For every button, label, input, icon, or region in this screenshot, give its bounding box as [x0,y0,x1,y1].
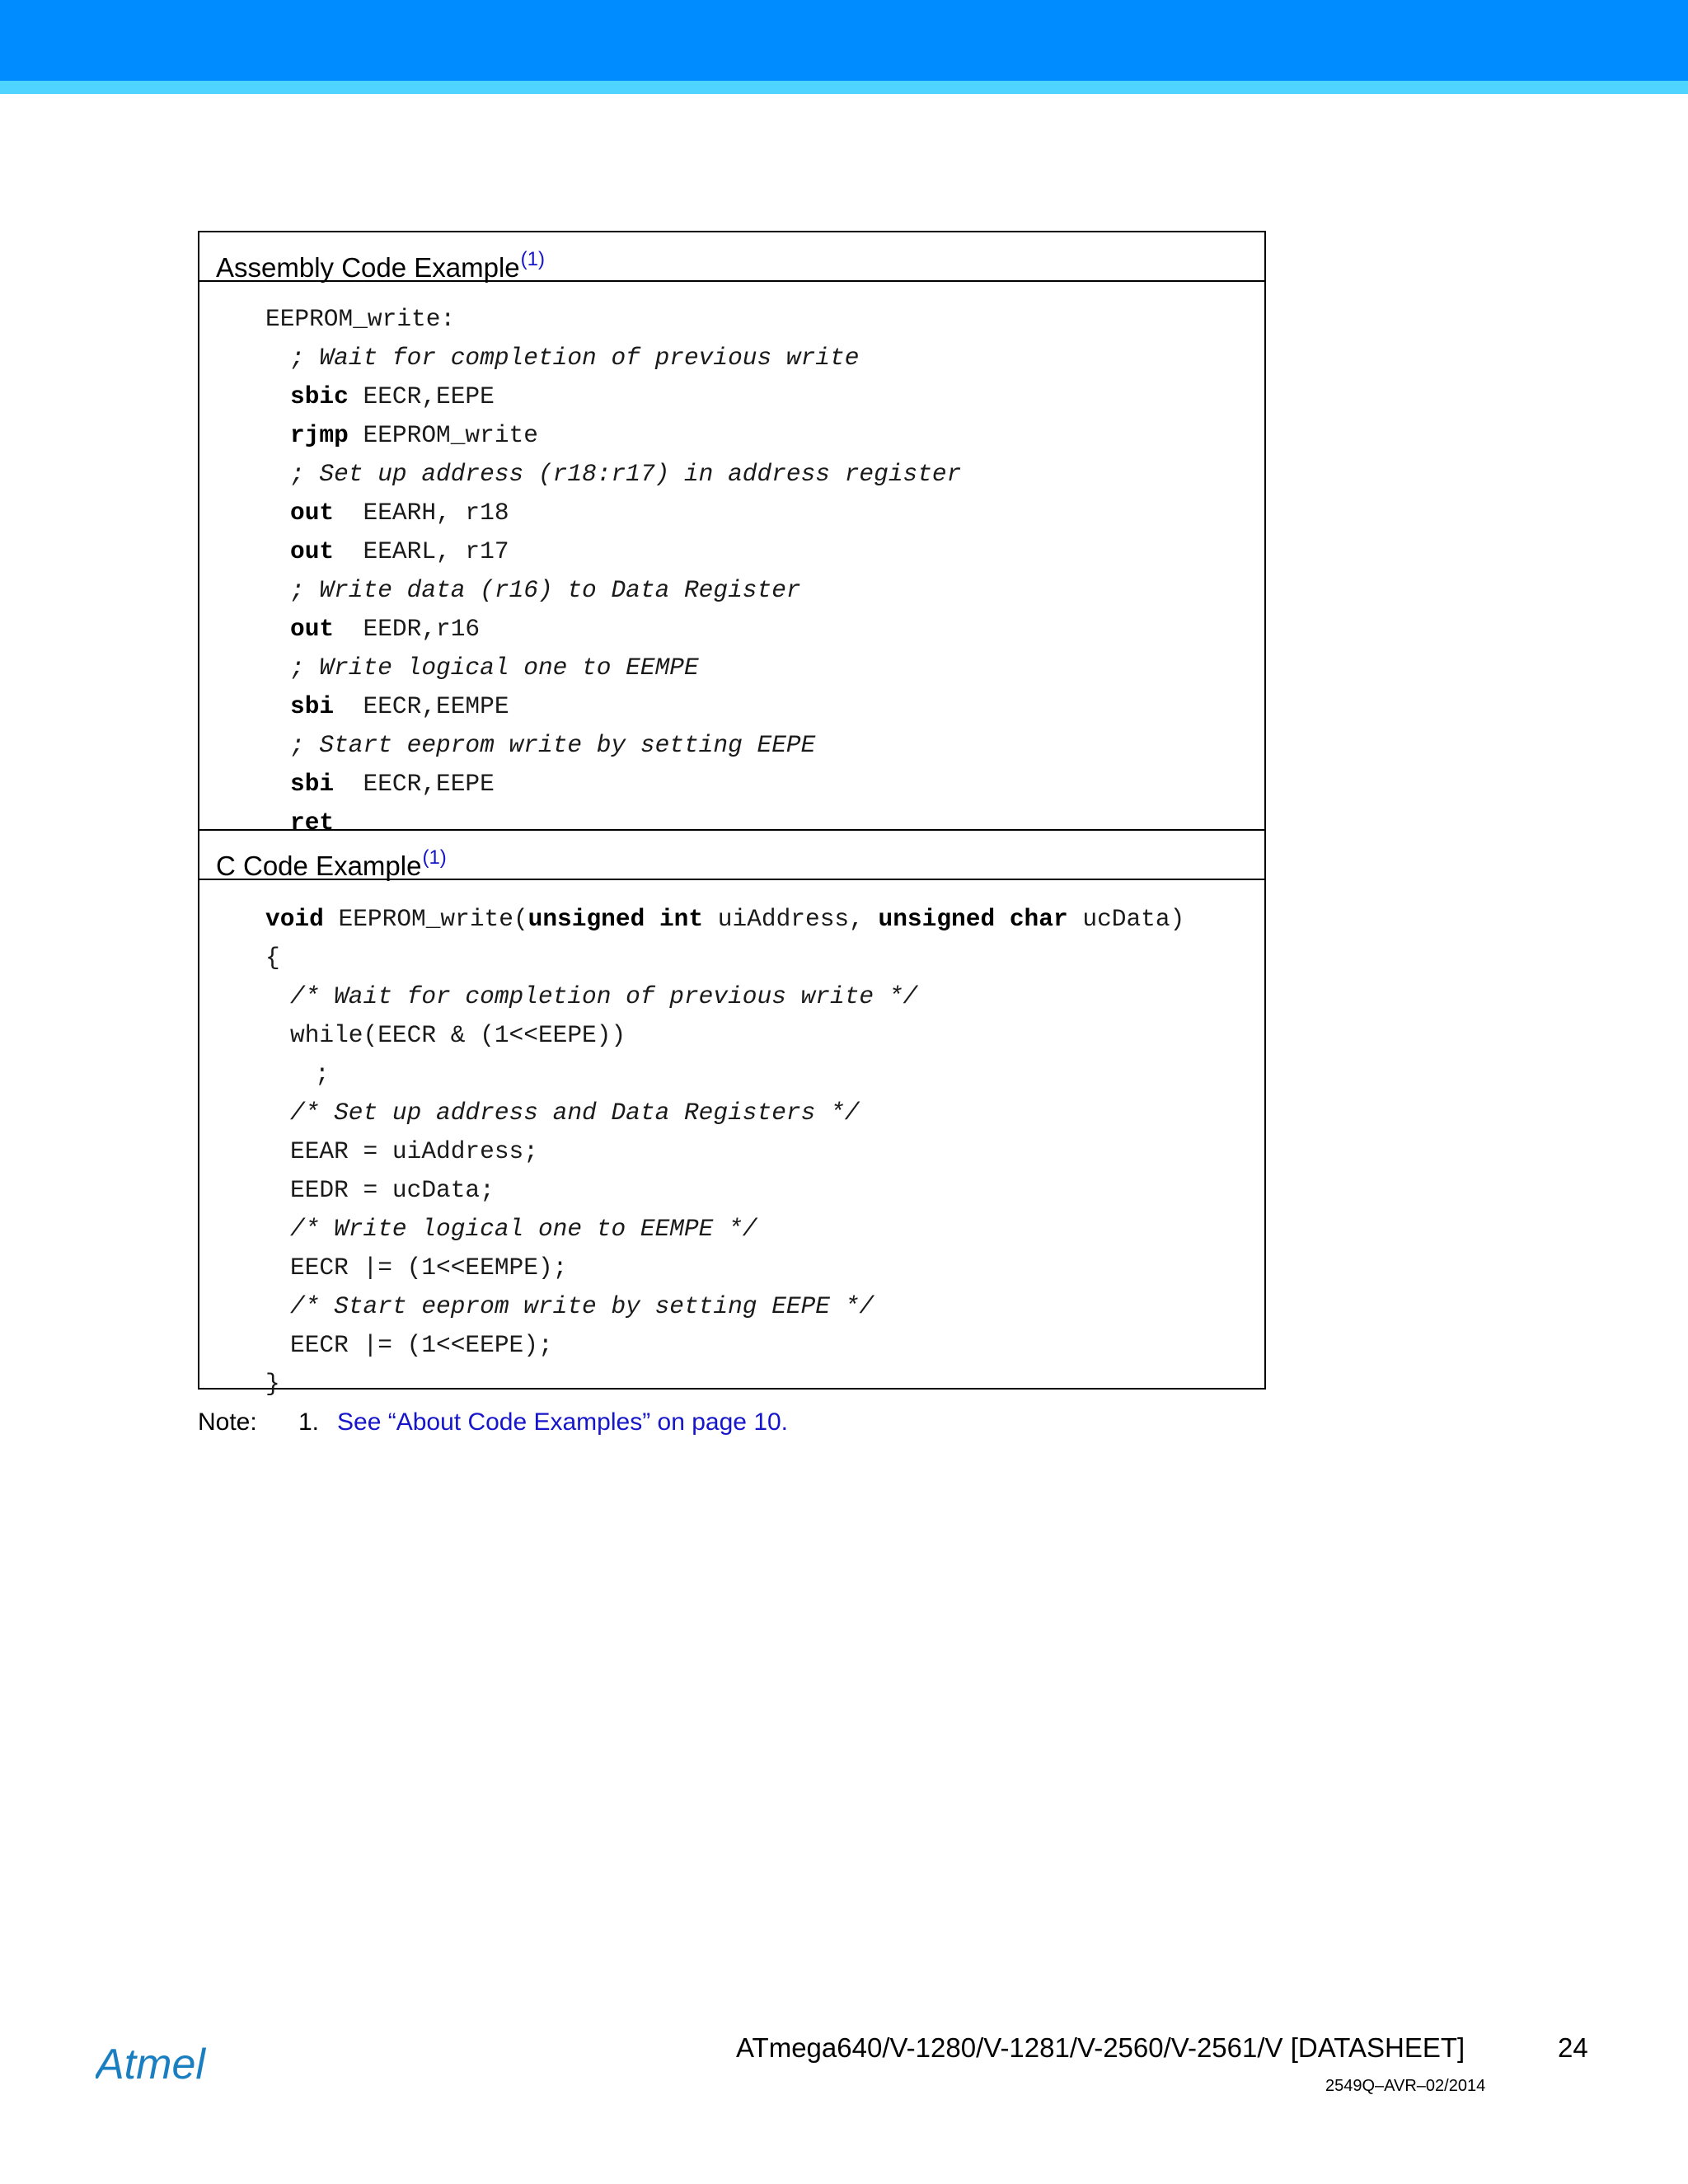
code-text: EEPROM_write( [323,905,528,933]
code-keyword: sbic [290,382,349,410]
code-text: { [265,944,280,972]
code-comment: ; Set up address (r18:r17) in address register [290,460,962,488]
code-comment: /* Set up address and Data Registers */ [290,1099,860,1127]
code-line [199,377,1264,416]
code-line [199,1365,1264,1404]
code-text: EEARL, r17 [334,537,509,565]
code-line [199,1249,1264,1287]
code-text: ucData) [1067,905,1185,933]
asm-section-header [199,232,1264,282]
document-title: ATmega640/V-1280/V-1281/V-2560/V-2561/V [DATASHEET] [736,2032,1465,2063]
code-keyword: rjmp [290,421,349,449]
code-text: EECR,EEMPE [334,692,509,720]
code-line [199,571,1264,610]
code-text: EECR,EEPE [334,770,495,798]
code-keyword: out [290,615,335,643]
page-number: 24 [1558,2032,1588,2063]
code-line [199,1326,1264,1365]
code-text: EEAR = uiAddress; [290,1137,538,1165]
code-keyword: unsigned int [528,905,704,933]
code-line [199,416,1264,455]
code-line [199,455,1264,494]
code-keyword: out [290,537,335,565]
code-line [199,610,1264,649]
code-comment: ; Wait for completion of previous write [290,344,860,372]
c-footnote-link[interactable]: (1) [422,846,447,869]
code-text: EECR |= (1<<EEPE); [290,1331,553,1359]
code-line [199,765,1264,804]
code-line [199,1016,1264,1055]
code-text: EEPROM_write [348,421,538,449]
header-stripe [0,81,1688,94]
code-keyword: unsigned char [878,905,1068,933]
code-line [199,1132,1264,1171]
code-text: EEARH, r18 [334,499,509,527]
atmel-logo [96,2042,237,2087]
note-number: 1. [298,1408,320,1436]
divider [199,280,1264,282]
code-line [199,900,1264,939]
logo-text: Atmel [96,2042,205,2087]
divider [199,879,1264,880]
code-line [199,300,1264,339]
code-line [199,339,1264,377]
code-keyword: sbi [290,692,335,720]
code-text: EECR,EEPE [348,382,495,410]
note-label: Note: [198,1408,257,1436]
header-bar [0,0,1688,81]
code-text: EEDR,r16 [334,615,481,643]
code-line [199,1094,1264,1132]
code-text: } [265,1370,280,1398]
code-example-table [198,231,1266,1398]
c-code-block [199,900,1264,1404]
code-keyword: void [265,905,324,933]
asm-section-title: Assembly Code Example [216,252,520,283]
code-line [199,1210,1264,1249]
code-text: while(EECR & (1<<EEPE)) [290,1021,626,1049]
code-text: ; [315,1060,330,1088]
code-comment: ; Write logical one to EEMPE [290,654,699,682]
code-text: EEPROM_write: [265,305,456,333]
asm-code-block [199,300,1264,842]
code-comment: ; Start eeprom write by setting EEPE [290,731,816,759]
code-line [199,939,1264,977]
code-comment: /* Start eeprom write by setting EEPE */ [290,1292,874,1320]
code-comment: /* Wait for completion of previous write */ [290,982,918,1010]
code-line [199,532,1264,571]
code-keyword: ret [290,808,335,837]
code-keyword: out [290,499,335,527]
code-text: uiAddress, [703,905,879,933]
code-line [199,649,1264,687]
code-text: EECR |= (1<<EEMPE); [290,1254,568,1282]
c-section-header [199,831,1264,880]
code-text: EEDR = ucData; [290,1176,495,1204]
code-comment: ; Write data (r16) to Data Register [290,576,801,604]
code-line [199,1055,1264,1094]
document-code: 2549Q–AVR–02/2014 [1325,2077,1486,2095]
asm-footnote-link[interactable]: (1) [520,248,545,270]
code-examples-link[interactable]: See “About Code Examples” on page 10. [337,1408,789,1436]
c-section-title: C Code Example [216,851,422,881]
code-line [199,1171,1264,1210]
code-comment: /* Write logical one to EEMPE */ [290,1215,757,1243]
code-line [199,977,1264,1016]
code-keyword: sbi [290,770,335,798]
code-line [199,726,1264,765]
code-line [199,687,1264,726]
code-line [199,1287,1264,1326]
code-line [199,494,1264,532]
